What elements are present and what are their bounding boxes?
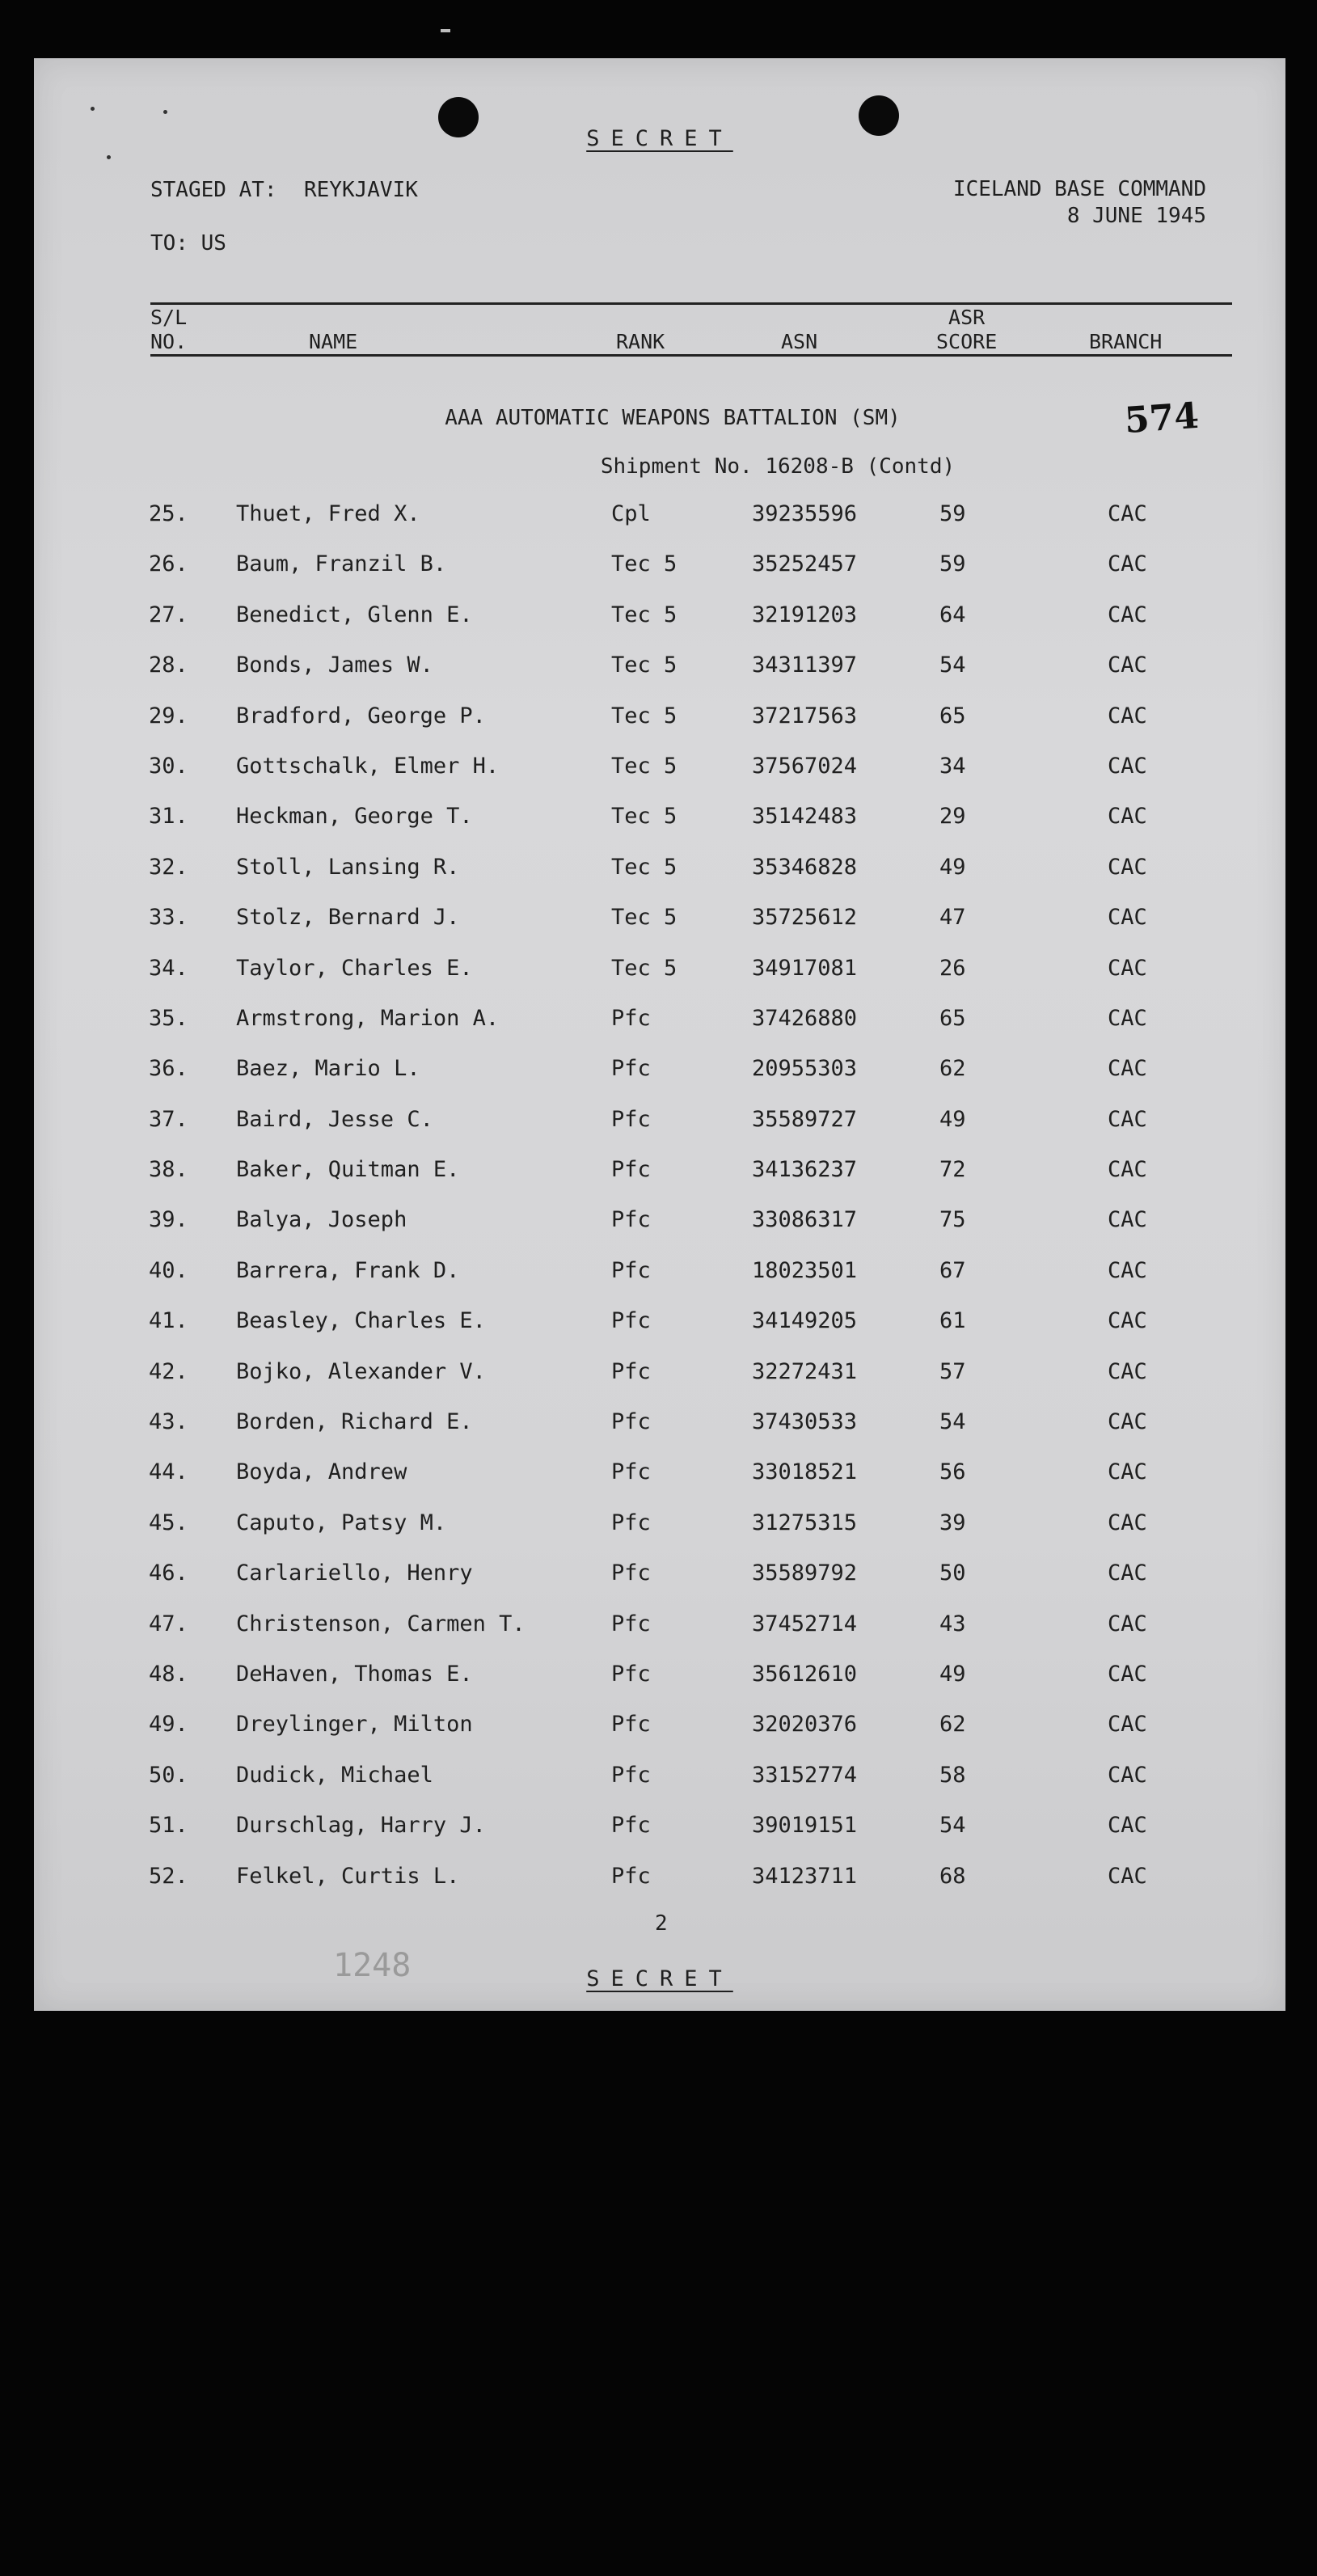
to-line: TO: US — [150, 231, 226, 255]
shipment-line: Shipment No. 16208-B (Contd) — [600, 454, 956, 479]
soldier-name: Heckman, George T. — [236, 804, 473, 830]
serial-number: 41. — [149, 1308, 188, 1334]
army-serial-number: 34123711 — [752, 1863, 858, 1889]
staged-label: STAGED AT: — [150, 178, 277, 202]
table-row — [34, 1348, 1285, 1398]
asr-score: 47 — [939, 905, 966, 931]
serial-number: 36. — [149, 1056, 188, 1082]
table-row — [34, 1499, 1285, 1549]
rank: Pfc — [611, 1510, 651, 1535]
soldier-name: Baker, Quitman E. — [236, 1157, 460, 1183]
branch: CAC — [1108, 551, 1147, 577]
serial-number: 52. — [149, 1863, 188, 1889]
rank: Pfc — [611, 1106, 651, 1132]
asr-score: 54 — [939, 1813, 966, 1839]
table-row — [34, 995, 1285, 1045]
asr-score: 62 — [939, 1712, 966, 1738]
branch: CAC — [1108, 1611, 1147, 1636]
asr-score: 29 — [939, 804, 966, 830]
soldier-name: Baum, Franzil B. — [236, 551, 447, 577]
table-row — [34, 1448, 1285, 1498]
branch: CAC — [1108, 955, 1147, 981]
rank: Pfc — [611, 1358, 651, 1384]
army-serial-number: 20955303 — [752, 1056, 858, 1082]
army-serial-number: 37217563 — [752, 703, 858, 728]
soldier-name: Benedict, Glenn E. — [236, 602, 473, 627]
col-header-branch: BRANCH — [1089, 330, 1163, 353]
rank: Tec 5 — [611, 854, 677, 880]
asr-score: 67 — [939, 1257, 966, 1283]
army-serial-number: 39019151 — [752, 1813, 858, 1839]
asr-score: 62 — [939, 1056, 966, 1082]
branch: CAC — [1108, 1207, 1147, 1233]
col-header-asr-score: ASR SCORE — [936, 306, 998, 353]
branch: CAC — [1108, 905, 1147, 931]
soldier-name: Caputo, Patsy M. — [236, 1510, 447, 1535]
army-serial-number: 34149205 — [752, 1308, 858, 1334]
asr-score: 72 — [939, 1157, 966, 1183]
soldier-name: Barrera, Frank D. — [236, 1257, 460, 1283]
serial-number: 26. — [149, 551, 188, 577]
soldier-name: Beasley, Charles E. — [236, 1308, 486, 1334]
branch: CAC — [1108, 1005, 1147, 1031]
asr-score: 75 — [939, 1207, 966, 1233]
branch: CAC — [1108, 854, 1147, 880]
rank: Tec 5 — [611, 551, 677, 577]
army-serial-number: 35589792 — [752, 1560, 858, 1586]
branch: CAC — [1108, 652, 1147, 678]
branch: CAC — [1108, 1863, 1147, 1889]
table-row — [34, 1045, 1285, 1095]
soldier-name: Bojko, Alexander V. — [236, 1358, 486, 1384]
soldier-name: DeHaven, Thomas E. — [236, 1661, 473, 1687]
document-page — [34, 58, 1285, 2011]
asr-score: 50 — [939, 1560, 966, 1586]
unit-title: AAA AUTOMATIC WEAPONS BATTALION (SM) — [445, 406, 901, 430]
serial-number: 40. — [149, 1257, 188, 1283]
table-row — [34, 591, 1285, 641]
branch: CAC — [1108, 1510, 1147, 1535]
branch: CAC — [1108, 501, 1147, 526]
serial-number: 27. — [149, 602, 188, 627]
table-row — [34, 1600, 1285, 1650]
serial-number: 43. — [149, 1409, 188, 1435]
col-header-name: NAME — [309, 330, 358, 353]
scan-speck — [107, 155, 111, 159]
serial-number: 29. — [149, 703, 188, 728]
table-row — [34, 1096, 1285, 1146]
rank: Pfc — [611, 1056, 651, 1082]
rank: Tec 5 — [611, 955, 677, 981]
army-serial-number: 35346828 — [752, 854, 858, 880]
rank: Tec 5 — [611, 703, 677, 728]
army-serial-number: 34311397 — [752, 652, 858, 678]
soldier-name: Felkel, Curtis L. — [236, 1863, 460, 1889]
serial-number: 44. — [149, 1459, 188, 1485]
stamp-number: 574 — [1123, 395, 1201, 442]
serial-number: 45. — [149, 1510, 188, 1535]
army-serial-number: 37430533 — [752, 1409, 858, 1435]
rank: Pfc — [611, 1207, 651, 1233]
army-serial-number: 32020376 — [752, 1712, 858, 1738]
branch: CAC — [1108, 1661, 1147, 1687]
soldier-name: Gottschalk, Elmer H. — [236, 753, 500, 779]
asr-score: 49 — [939, 1661, 966, 1687]
rank: Pfc — [611, 1409, 651, 1435]
branch: CAC — [1108, 703, 1147, 728]
army-serial-number: 32191203 — [752, 602, 858, 627]
rank: Tec 5 — [611, 905, 677, 931]
col-header-rank: RANK — [616, 330, 665, 353]
army-serial-number: 35612610 — [752, 1661, 858, 1687]
serial-number: 48. — [149, 1661, 188, 1687]
serial-number: 25. — [149, 501, 188, 526]
soldier-name: Balya, Joseph — [236, 1207, 407, 1233]
asr-score: 39 — [939, 1510, 966, 1535]
rank: Tec 5 — [611, 753, 677, 779]
command-block — [953, 176, 1206, 230]
army-serial-number: 39235596 — [752, 501, 858, 526]
rank: Pfc — [611, 1459, 651, 1485]
rank: Pfc — [611, 1611, 651, 1636]
branch: CAC — [1108, 1813, 1147, 1839]
table-row — [34, 692, 1285, 742]
rank: Tec 5 — [611, 652, 677, 678]
soldier-name: Durschlag, Harry J. — [236, 1813, 486, 1839]
asr-score: 26 — [939, 955, 966, 981]
serial-number: 50. — [149, 1762, 188, 1788]
soldier-name: Carlariello, Henry — [236, 1560, 473, 1586]
asr-score: 68 — [939, 1863, 966, 1889]
soldier-name: Baird, Jesse C. — [236, 1106, 433, 1132]
table-row — [34, 1196, 1285, 1246]
branch: CAC — [1108, 1056, 1147, 1082]
soldier-name: Boyda, Andrew — [236, 1459, 407, 1485]
soldier-name: Christenson, Carmen T. — [236, 1611, 526, 1636]
scan-speck — [91, 107, 95, 111]
asr-score: 59 — [939, 551, 966, 577]
serial-number: 32. — [149, 854, 188, 880]
table-row — [34, 540, 1285, 590]
asr-score: 59 — [939, 501, 966, 526]
asr-score: 56 — [939, 1459, 966, 1485]
rank: Pfc — [611, 1157, 651, 1183]
table-row — [34, 893, 1285, 944]
branch: CAC — [1108, 1712, 1147, 1738]
serial-number: 39. — [149, 1207, 188, 1233]
soldier-name: Bonds, James W. — [236, 652, 433, 678]
table-row — [34, 1751, 1285, 1801]
branch: CAC — [1108, 1308, 1147, 1334]
soldier-name: Borden, Richard E. — [236, 1409, 473, 1435]
staged-value: REYKJAVIK — [304, 178, 418, 202]
serial-number: 38. — [149, 1157, 188, 1183]
rank: Tec 5 — [611, 804, 677, 830]
table-rule-bottom — [150, 354, 1232, 357]
asr-score: 34 — [939, 753, 966, 779]
army-serial-number: 37567024 — [752, 753, 858, 779]
rank: Cpl — [611, 501, 651, 526]
soldier-name: Baez, Mario L. — [236, 1056, 420, 1082]
page-number: 2 — [655, 1911, 668, 1936]
serial-number: 33. — [149, 905, 188, 931]
table-row — [34, 1801, 1285, 1852]
branch: CAC — [1108, 1459, 1147, 1485]
branch: CAC — [1108, 1157, 1147, 1183]
asr-score: 57 — [939, 1358, 966, 1384]
serial-number: 31. — [149, 804, 188, 830]
col-header-asn: ASN — [781, 330, 818, 353]
serial-number: 49. — [149, 1712, 188, 1738]
branch: CAC — [1108, 804, 1147, 830]
table-row — [34, 792, 1285, 842]
branch: CAC — [1108, 1762, 1147, 1788]
command-name: ICELAND BASE COMMAND — [952, 177, 1206, 201]
serial-number: 34. — [149, 955, 188, 981]
soldier-name: Taylor, Charles E. — [236, 955, 473, 981]
branch: CAC — [1108, 1358, 1147, 1384]
table-rule-top — [150, 302, 1232, 305]
branch: CAC — [1108, 602, 1147, 627]
asr-score: 54 — [939, 1409, 966, 1435]
asr-score: 43 — [939, 1611, 966, 1636]
soldier-name: Stolz, Bernard J. — [236, 905, 460, 931]
army-serial-number: 34136237 — [752, 1157, 858, 1183]
branch: CAC — [1108, 1106, 1147, 1132]
army-serial-number: 31275315 — [752, 1510, 858, 1535]
army-serial-number: 18023501 — [752, 1257, 858, 1283]
branch: CAC — [1108, 1409, 1147, 1435]
serial-number: 46. — [149, 1560, 188, 1586]
soldier-name: Armstrong, Marion A. — [236, 1005, 500, 1031]
table-row — [34, 742, 1285, 792]
rank: Pfc — [611, 1661, 651, 1687]
classification-footer: SECRET — [586, 1966, 733, 1991]
army-serial-number: 37452714 — [752, 1611, 858, 1636]
branch: CAC — [1108, 753, 1147, 779]
army-serial-number: 33018521 — [752, 1459, 858, 1485]
rank: Pfc — [611, 1863, 651, 1889]
asr-score: 64 — [939, 602, 966, 627]
roster-table — [34, 490, 1285, 1902]
army-serial-number: 35252457 — [752, 551, 858, 577]
table-row — [34, 1398, 1285, 1448]
rank: Pfc — [611, 1813, 651, 1839]
table-row — [34, 1549, 1285, 1599]
rank: Pfc — [611, 1762, 651, 1788]
serial-number: 42. — [149, 1358, 188, 1384]
serial-number: 51. — [149, 1813, 188, 1839]
soldier-name: Thuet, Fred X. — [236, 501, 420, 526]
table-row — [34, 1297, 1285, 1347]
army-serial-number: 32272431 — [752, 1358, 858, 1384]
rank: Pfc — [611, 1560, 651, 1586]
serial-number: 47. — [149, 1611, 188, 1636]
faded-stamp-number: 1248 — [333, 1947, 412, 1984]
asr-score: 61 — [939, 1308, 966, 1334]
asr-score: 49 — [939, 1106, 966, 1132]
army-serial-number: 35725612 — [752, 905, 858, 931]
col-header-sl-no: S/L NO. — [150, 306, 188, 353]
asr-score: 65 — [939, 703, 966, 728]
rank: Pfc — [611, 1257, 651, 1283]
asr-score: 58 — [939, 1762, 966, 1788]
scan-speck — [441, 29, 450, 32]
table-row — [34, 1700, 1285, 1750]
classification-header: SECRET — [586, 126, 733, 151]
army-serial-number: 35142483 — [752, 804, 858, 830]
staged-at — [150, 178, 418, 202]
table-row — [34, 490, 1285, 540]
document-date: 8 JUNE 1945 — [1066, 204, 1206, 228]
army-serial-number: 35589727 — [752, 1106, 858, 1132]
serial-number: 35. — [149, 1005, 188, 1031]
army-serial-number: 33086317 — [752, 1207, 858, 1233]
rank: Pfc — [611, 1005, 651, 1031]
table-row — [34, 843, 1285, 893]
soldier-name: Dreylinger, Milton — [236, 1712, 473, 1738]
rank: Tec 5 — [611, 602, 677, 627]
asr-score: 54 — [939, 652, 966, 678]
army-serial-number: 34917081 — [752, 955, 858, 981]
army-serial-number: 37426880 — [752, 1005, 858, 1031]
table-row — [34, 1247, 1285, 1297]
army-serial-number: 33152774 — [752, 1762, 858, 1788]
soldier-name: Dudick, Michael — [236, 1762, 433, 1788]
serial-number: 37. — [149, 1106, 188, 1132]
table-row — [34, 1146, 1285, 1196]
rank: Pfc — [611, 1308, 651, 1334]
serial-number: 30. — [149, 753, 188, 779]
table-row — [34, 944, 1285, 995]
scan-speck — [163, 110, 167, 114]
rank: Pfc — [611, 1712, 651, 1738]
soldier-name: Stoll, Lansing R. — [236, 854, 460, 880]
branch: CAC — [1108, 1560, 1147, 1586]
table-row — [34, 641, 1285, 691]
branch: CAC — [1108, 1257, 1147, 1283]
serial-number: 28. — [149, 652, 188, 678]
table-row — [34, 1852, 1285, 1902]
asr-score: 49 — [939, 854, 966, 880]
asr-score: 65 — [939, 1005, 966, 1031]
soldier-name: Bradford, George P. — [236, 703, 486, 728]
table-row — [34, 1650, 1285, 1700]
